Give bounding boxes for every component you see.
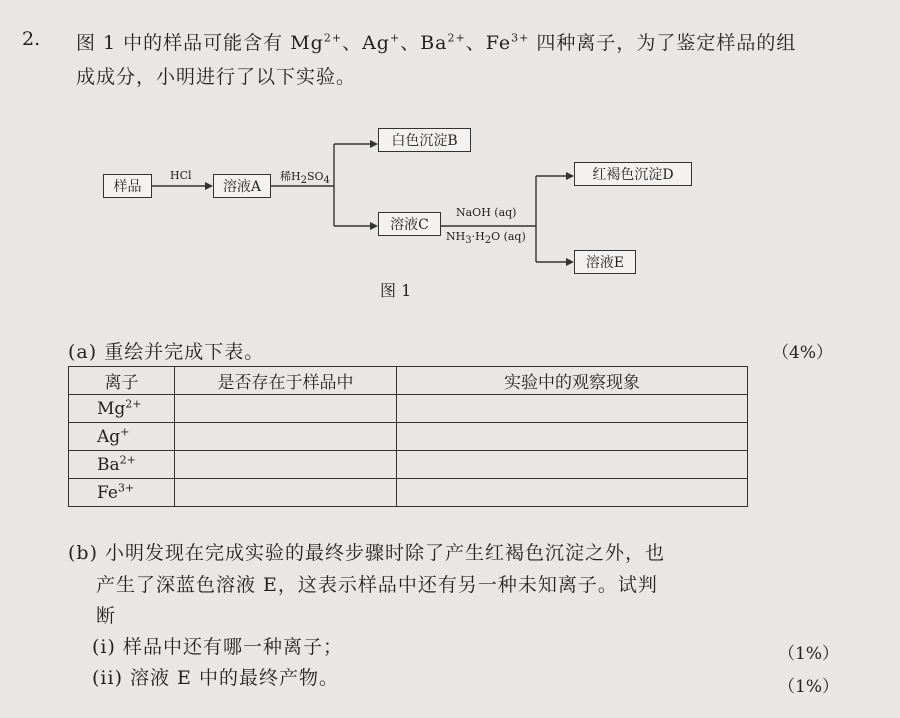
reagent-nh3-h2o: $NH_3\cdot H_2O$ (aq) (446, 230, 526, 247)
stem-text-b: 四种离子，为了鉴定样品的组 (529, 32, 797, 54)
question-stem-line1: 图 1 中的样品可能含有 $Mg^{2+}$、Ag+、$Ba^{2+}$、$Fe^{3+}$ 四种离子，为了鉴定样品的组 (76, 31, 797, 54)
row-ion-ag: Ag+ (69, 423, 175, 451)
presence-cell[interactable] (175, 479, 397, 507)
header-observation: 实验中的观察现象 (397, 367, 748, 395)
ion-ba: $Ba^{2+}$ (420, 31, 466, 54)
part-b-line2: 产生了深蓝色溶液 E，这表示样品中还有另一种未知离子。试判 (96, 574, 658, 596)
question-stem-line2: 成成分，小明进行了以下实验。 (76, 66, 357, 88)
table-row (69, 395, 748, 423)
part-b-sub-i: (i) 样品中还有哪一种离子； (92, 636, 343, 658)
part-a-marks: （4%） (772, 343, 833, 363)
precipitate-d-box: 红褐色沉淀D (574, 162, 692, 186)
row-ion-fe: $Fe^{3+}$ (69, 479, 175, 507)
table-row (69, 451, 748, 479)
reagent-dilute-h2so4: 稀$H_2SO_4$ (280, 170, 330, 187)
table-row (69, 423, 748, 451)
presence-cell[interactable] (175, 395, 397, 423)
part-a-prompt: (a) 重绘并完成下表。 (68, 341, 265, 363)
question-number: 2. (22, 28, 41, 50)
part-b-sub-i-marks: （1%） (778, 644, 839, 664)
observation-cell[interactable] (397, 423, 748, 451)
row-ion-ba: $Ba^{2+}$ (69, 451, 175, 479)
header-presence: 是否存在于样品中 (175, 367, 397, 395)
part-b-line3: 断 (96, 605, 117, 627)
reagent-hcl: HCl (170, 169, 192, 182)
presence-cell[interactable] (175, 423, 397, 451)
solution-a-box: 溶液A (213, 174, 271, 198)
figure-caption: 图 1 (380, 281, 412, 300)
row-ion-mg: $Mg^{2+}$ (69, 395, 175, 423)
sample-box: 样品 (103, 174, 152, 198)
reagent-naoh: NaOH (aq) (456, 206, 517, 219)
stem-text-a: 图 1 中的样品可能含有 (76, 32, 291, 54)
ion-observation-table (68, 366, 748, 507)
table-row (69, 479, 748, 507)
ion-fe: $Fe^{3+}$ (485, 31, 530, 54)
ion-ag: Ag+ (362, 31, 401, 54)
observation-cell[interactable] (397, 395, 748, 423)
observation-cell[interactable] (397, 451, 748, 479)
precipitate-b-box: 白色沉淀B (378, 128, 471, 152)
part-b-line1: (b) 小明发现在完成实验的最终步骤时除了产生红褐色沉淀之外，也 (68, 542, 666, 564)
presence-cell[interactable] (175, 451, 397, 479)
solution-c-box: 溶液C (378, 212, 441, 236)
table-header-row (69, 367, 748, 395)
part-b-sub-ii-marks: （1%） (778, 677, 839, 697)
part-b-sub-ii: (ii) 溶液 E 中的最终产物。 (92, 667, 339, 689)
observation-cell[interactable] (397, 479, 748, 507)
header-ion: 离子 (69, 367, 175, 395)
solution-e-box: 溶液E (574, 250, 636, 274)
ion-mg: $Mg^{2+}$ (290, 31, 343, 54)
